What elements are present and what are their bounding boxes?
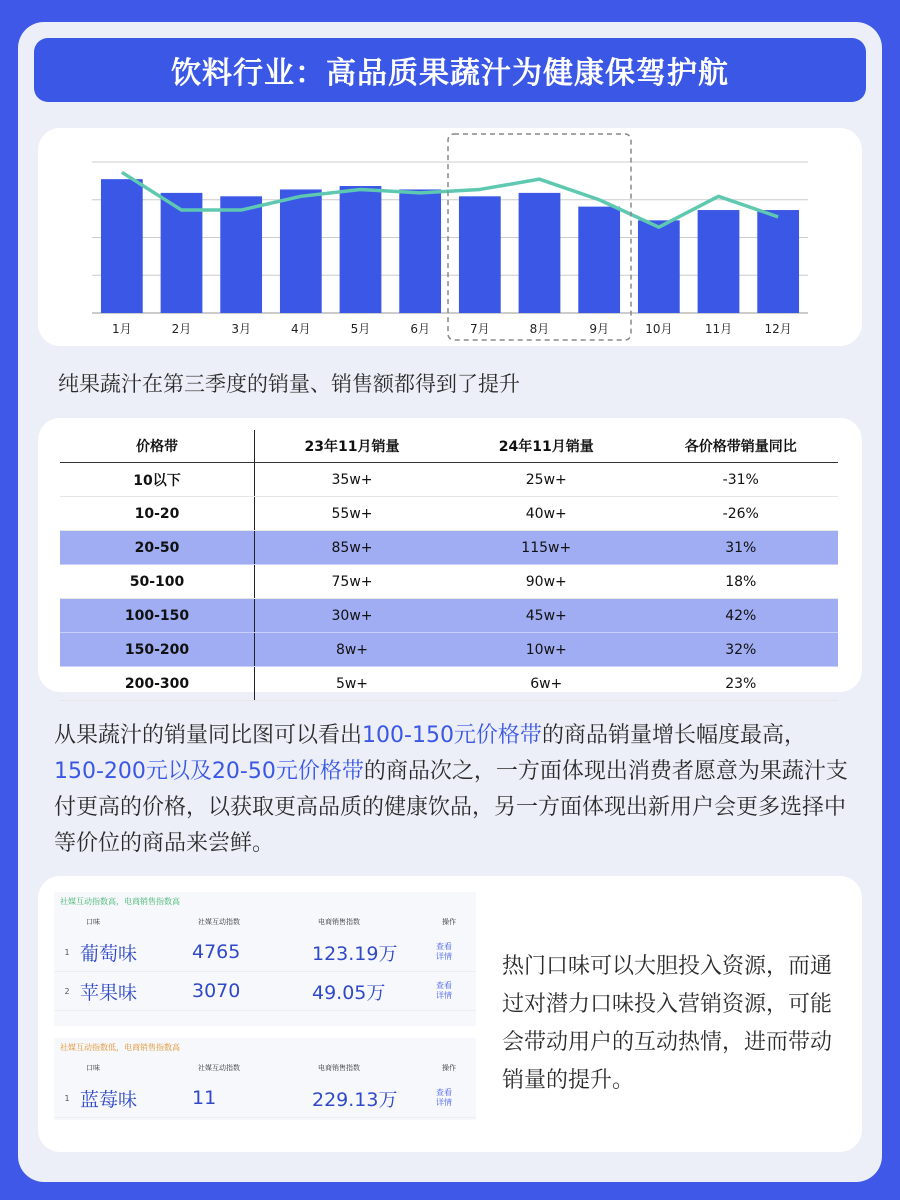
x-tick-label: 5月 [350,322,371,336]
x-tick-label: 6月 [410,322,430,336]
flavor-card [38,876,862,1152]
flavor-rank: 1 [64,947,70,957]
table-row [60,565,838,599]
flavor-panel-low-heading: 社媒互动指数低，电商销售指数高 [60,1043,180,1052]
table-cell: 35w+ [255,463,450,497]
para-text-2: 的商品销量增长幅度最高， [541,723,806,748]
flavor-row [54,933,476,972]
bar-mark [459,196,501,313]
table-cell: 20-50 [60,531,255,565]
flavor-panel-low [54,1038,476,1120]
view-details-link[interactable] [436,1088,466,1108]
flavor-sales-index: 229.13万 [312,1088,398,1111]
bar-mark [519,193,561,313]
bar-mark [638,220,680,313]
table-cell: 10-20 [60,497,255,531]
flavor-col-header: 口味 [86,918,100,926]
price-table-card [38,418,862,692]
table-cell: 23% [644,667,839,701]
view-link-label: 查看 [436,981,452,990]
table-cell: 200-300 [60,667,255,701]
para-highlight-2: 150-200元以及20-50元价格带 [54,759,364,784]
table-row [60,463,838,497]
price-band-table [60,430,838,701]
table-cell: 30w+ [255,599,450,633]
flavor-text: 热门口味可以大胆投入资源，而通过对潜力口味投入营销资源，可能会带动用户的互动热情，进而带动销量的提升。 [502,954,833,1093]
flavor-interaction-index: 11 [192,1087,217,1109]
flavor-rank: 1 [64,1093,70,1103]
flavor-row [54,1079,476,1118]
table-cell: 5w+ [255,667,450,701]
x-tick-label: 11月 [704,322,733,336]
table-cell: 10以下 [60,463,255,497]
flavor-col-header: 电商销售指数 [318,918,360,926]
view-details-link[interactable] [436,981,466,1001]
flavor-panel-high-columns [54,911,476,933]
para-text-3: 的商品次之，一方面体现出消费者愿意为果蔬汁支付更高的价格，以获取更高品质的健康饮品，另一方面体现出新用户会更多选择中等价位的商品来尝鲜。 [54,759,848,856]
x-tick-label: 3月 [231,322,251,336]
table-header-1: 23年11月销量 [255,430,450,463]
table-row [60,531,838,565]
flavor-col-header: 操作 [442,918,456,926]
flavor-panel-high [54,892,476,1026]
analysis-paragraph [54,718,854,862]
table-cell: 42% [644,599,839,633]
view-link-label: 查看 [436,942,452,951]
table-cell: 45w+ [449,599,644,633]
para-highlight-1: 100-150元价格带 [362,723,542,748]
table-cell: 50-100 [60,565,255,599]
x-tick-label: 10月 [645,322,673,336]
details-link-label: 详情 [436,952,452,961]
para-text-1: 从果蔬汁的销量同比图可以看出 [54,723,363,748]
details-link-label: 详情 [436,991,452,1000]
table-header-0: 价格带 [60,430,255,463]
table-cell: 75w+ [255,565,450,599]
table-cell: 25w+ [449,463,644,497]
table-cell: 85w+ [255,531,450,565]
x-tick-label: 1月 [112,322,132,336]
x-tick-label: 7月 [470,322,490,336]
bar-mark [757,210,799,313]
flavor-interaction-index: 4765 [192,941,241,963]
table-cell: 150-200 [60,633,255,667]
page-title: 饮料行业：高品质果蔬汁为健康保驾护航 [34,38,866,102]
x-tick-label: 2月 [171,322,192,336]
table-cell: 100-150 [60,599,255,633]
bar-mark [101,179,143,313]
table-cell: 31% [644,531,839,565]
table-cell: -26% [644,497,839,531]
table-row [60,667,838,701]
table-row [60,497,838,531]
x-tick-label: 8月 [529,322,550,336]
bar-mark [280,189,322,313]
view-details-link[interactable] [436,942,466,962]
bar-mark [220,196,262,313]
sales-chart [38,128,862,346]
table-cell: 90w+ [449,565,644,599]
table-cell: 55w+ [255,497,450,531]
flavor-name: 蓝莓味 [80,1088,138,1111]
flavor-rank: 2 [64,986,70,996]
flavor-col-header: 口味 [86,1064,100,1072]
table-cell: 32% [644,633,839,667]
flavor-name: 苹果味 [80,981,138,1004]
flavor-panel-high-heading: 社媒互动指数高，电商销售指数高 [60,897,180,906]
chart-caption: 纯果蔬汁在第三季度的销量、销售额都得到了提升 [58,372,520,396]
table-cell: 8w+ [255,633,450,667]
table-cell: 6w+ [449,667,644,701]
flavor-sales-index: 123.19万 [312,942,398,965]
table-cell: 18% [644,565,839,599]
flavor-panel-low-columns [54,1057,476,1079]
table-header-2: 24年11月销量 [449,430,644,463]
table-row [60,633,838,667]
flavor-name: 葡萄味 [80,942,138,965]
view-link-label: 查看 [436,1088,452,1097]
table-cell: 10w+ [449,633,644,667]
table-row [60,599,838,633]
x-tick-label: 4月 [291,322,311,336]
flavor-col-header: 操作 [442,1064,456,1072]
bar-mark [578,207,620,313]
table-cell: 115w+ [449,531,644,565]
flavor-col-header: 社媒互动指数 [198,1064,240,1072]
flavor-row [54,972,476,1011]
flavor-col-header: 电商销售指数 [318,1064,360,1072]
flavor-col-header: 社媒互动指数 [198,918,240,926]
bar-mark [399,189,441,313]
table-cell: 40w+ [449,497,644,531]
x-tick-label: 9月 [589,322,609,336]
x-tick-label: 12月 [764,322,792,336]
bar-mark [340,186,382,313]
flavor-sales-index: 49.05万 [312,981,386,1004]
table-cell: -31% [644,463,839,497]
sales-chart-card [38,128,862,346]
details-link-label: 详情 [436,1098,452,1107]
flavor-interaction-index: 3070 [192,980,241,1002]
table-header-3: 各价格带销量同比 [644,430,839,463]
bar-mark [698,210,740,313]
